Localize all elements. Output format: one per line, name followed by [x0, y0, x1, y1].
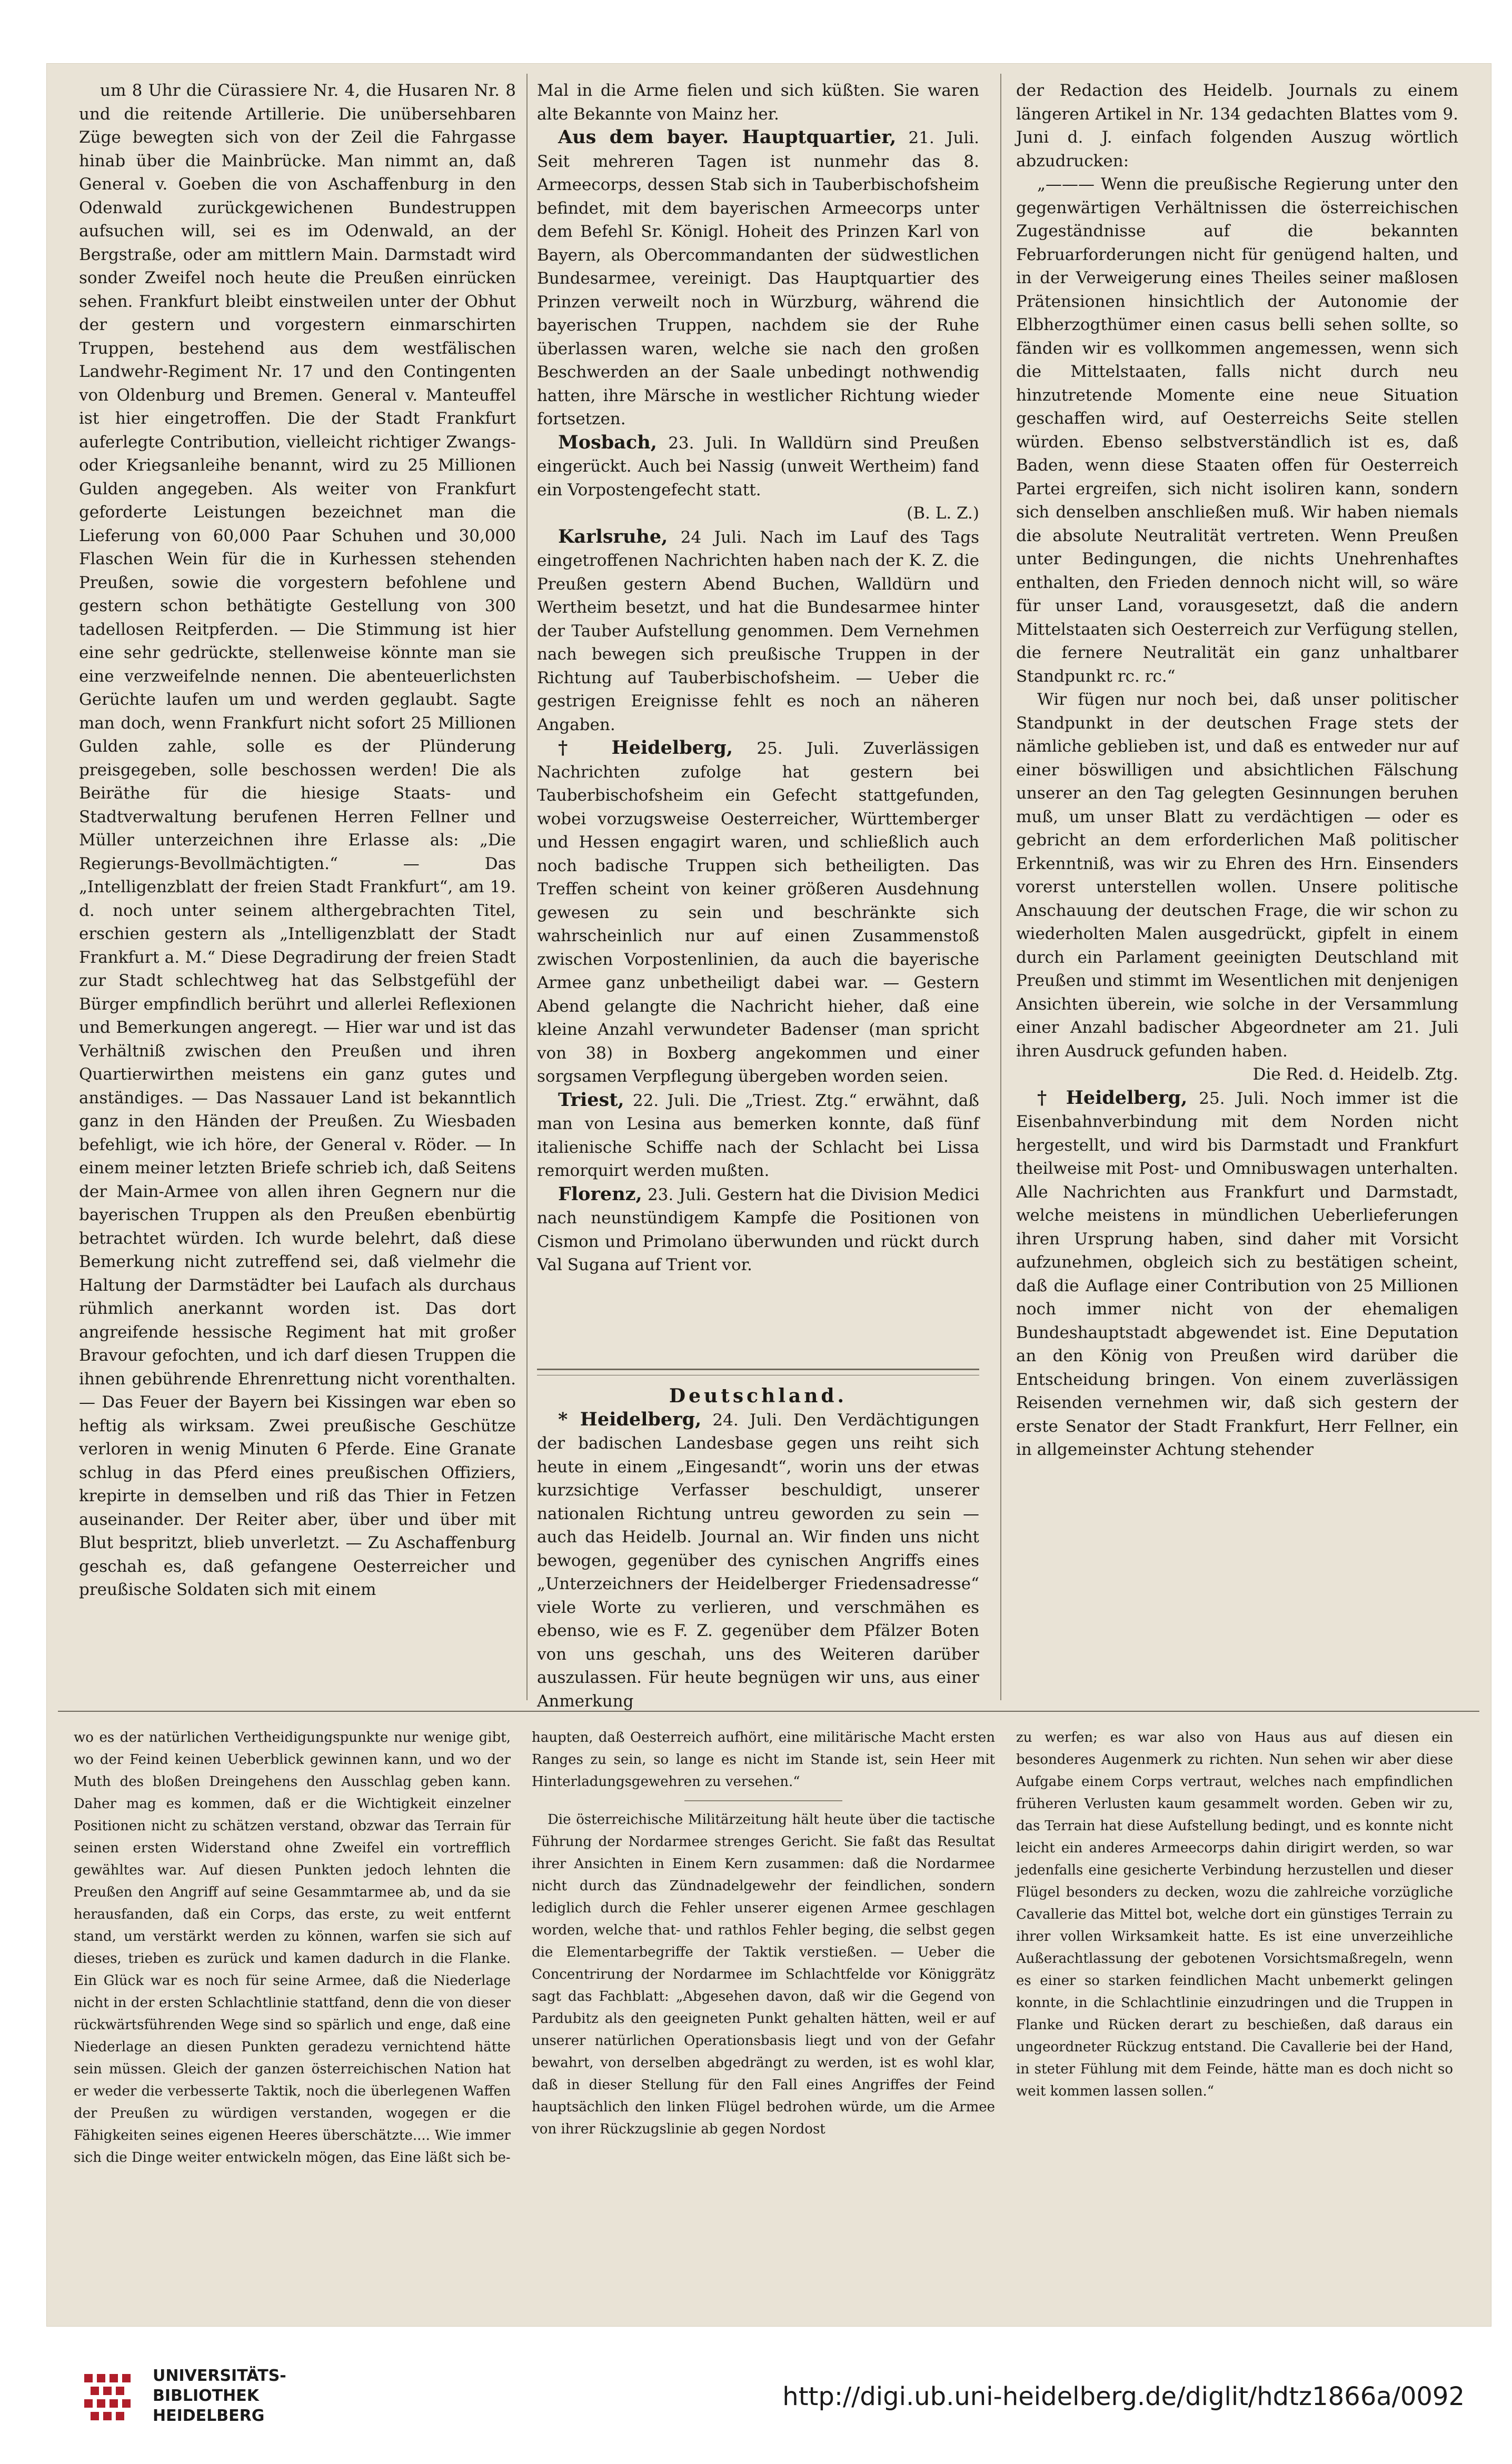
news-item [537, 126, 979, 431]
article-text: Mal in die Arme fielen und sich küßten. Sie waren alte Bekannte von Mainz her. [537, 81, 979, 124]
dateline: † Heidelberg, [558, 737, 733, 759]
library-name[interactable] [153, 2366, 286, 2426]
quoted-text: „——— Wenn die preußische Regierung unter den gegenwärtigen Verhältnissen die österreichischen Zugeständnisse auf die bekannten Februarforderungen nicht für genügend halten, und in der Verweigerung eines Theiles seiner maßlosen Prätensionen hinsichtlich der Autonomie der Elbherzogthümer einen casus belli sehen sollte, so fänden wir es vollkommen angemessen, wenn sich die Mittelstaaten, falls nicht durch neu hinzutretende Momente eine neue Situation geschaffen wird, auf Oesterreichs Seite stellen würden. Ebenso selbstverständlich ist es, daß Baden, wenn diese Staaten offen für Oesterreich Partei ergreifen, sich nicht isoliren kann, sondern sich denselben anschließen muß. Wir haben niemals die absolute Neutralität vertreten. Wenn Preußen unter Bedingungen, die nichts Unehrenhaftes enthalten, den Frieden dennoch nicht will, so wäre für unser Land, vorausgesetzt, daß die andern Mittelstaaten sich Oesterreich zur Verfügung stellen, die fernere Neutralität ein ganz unhaltbarer Standpunkt rc. rc.“ [1016, 175, 1458, 686]
lower-column-1 [74, 1727, 511, 2316]
column-3 [1016, 79, 1458, 1700]
news-text: 25. Juli. Zuverlässigen Nachrichten zufolge hat gestern bei Tauberbischofsheim ein Gefecht stattgefunden, wobei vorzugsweise Oesterreicher, Württemberger und Hessen engagirt waren, und schließlich auch noch badische Truppen sich betheiligten. Das Treffen scheint von keiner größeren Ausdehnung gewesen zu sein und beschränkte sich wahrscheinlich nur auf einen Zusammenstoß zwischen Vorpostenlinien, da auch die bayerische Armee ganz unbetheiligt dabei war. — Gestern Abend gelangte die Nachricht hieher, daß eine kleine Anzahl verwundeter Badenser (man spricht von 38) in Boxberg angekommen und einer sorgsamen Verpflegung übergeben worden seien. [537, 739, 979, 1086]
dateline: Aus dem bayer. Hauptquartier, [558, 126, 897, 148]
article-text: zu werfen; es war also von Haus aus auf diesen ein besonderes Augenmerk zu richten. Nun sehen wir aber diese Aufgabe einem Corps vertraut, welches nach empfindlichen früheren Verlusten kaum gesammelt worden. Geben wir zu, das Terrain hat diese Aufstellung bedingt, und es konnte nicht leicht ein anderes Armeecorps dahin dirigirt werden, so war jedenfalls eine gesicherte Verbindung herzustellen und dieser Flügel besonders zu decken, wozu die zahlreiche vorzügliche Cavallerie das Mittel bot, welche dort ein günstiges Terrain zu ihrer vollen Wirksamkeit hatte. Es ist eine unverzeihliche Außerachtlassung der gebotenen Vorsichtsmaßregeln, wenn es einer so starken feindlichen Macht unbemerkt gelingen konnte, in die Schlachtlinie einzudringen und die Truppen in Flanke und Rücken derart zu beschießen, daß daraus ein ungeordneter Rückzug entstand. Die Cavallerie bei der Hand, in steter Fühlung mit dem Feinde, hätte man es doch nicht so weit kommen lassen sollen.“ [1016, 1730, 1453, 2099]
article-text: haupten, daß Oesterreich aufhört, eine militärische Macht ersten Ranges zu sein, so lange es nicht im Stande ist, sein Heer mit Hinterladungsgewehren zu versehen.“ [532, 1730, 995, 1790]
source-signature: (B. L. Z.) [907, 504, 979, 523]
dateline: Karlsruhe, [558, 525, 668, 547]
column-divider [526, 74, 528, 1700]
library-name-line: UNIVERSITÄTS- [153, 2367, 286, 2385]
article-text: der Redaction des Heidelb. Journals zu einem längeren Artikel in Nr. 134 gedachten Blattes vom 9. Juni d. J. einfach folgenden Auszug wörtlich abzudrucken: [1016, 81, 1458, 171]
source-url-link[interactable]: http://digi.ub.uni-heidelberg.de/diglit/hdtz1866a/0092 [782, 2382, 1465, 2411]
dateline: † Heidelberg, [1037, 1086, 1188, 1109]
news-text: 23. Juli. Gestern hat die Division Medici nach neunstündigem Kampfe die Positionen von Cismon und Primolano überwunden und rückt durch Val Sugana auf Trient vor. [537, 1185, 979, 1274]
column-2 [537, 79, 979, 1353]
section-title: Deutschland. [669, 1385, 848, 1407]
feuilleton-rule [58, 1711, 1479, 1712]
section-deutschland [537, 1384, 980, 1711]
news-item [537, 736, 979, 1089]
news-item [537, 431, 979, 502]
divider [684, 1800, 842, 1801]
news-item [537, 525, 979, 737]
news-text: 22. Juli. Die „Triest. Ztg.“ erwähnt, daß man von Lesina aus bemerken konnte, daß fünf italienische Schiffe nach der Schlacht bei Lissa remorquirt werden mußten. [537, 1091, 980, 1180]
article-text: um 8 Uhr die Cürassiere Nr. 4, die Husaren Nr. 8 und die reitende Artillerie. Die unübersehbaren Züge bewegten sich von der Zeil die Fahrgasse hinab über die Mainbrücke. Man nimmt an, daß General v. Goeben die von Aschaffenburg in den Odenwald zurückgewichenen Bundestruppen aufsuchen will, sei es im Odenwald, an der Bergstraße, oder am mittlern Main. Darmstadt wird sonder Zweifel noch heute die Preußen einrücken sehen. Frankfurt bleibt einstweilen unter der Obhut der gestern und vorgestern einmarschirten Truppen, bestehend aus dem westfälischen Landwehr-Regiment Nr. 17 und den Contingenten von Oldenburg und Bremen. General v. Manteuffel ist hier eingetroffen. Die der Stadt Frankfurt auferlegte Contribution, vielleicht richtiger Zwangs- oder Kriegsanleihe benannt, wird zu 25 Millionen Gulden angegeben. Als weiter von Frankfurt geforderte Leistungen bezeichnet man die Lieferung von 60,000 Paar Schuhen und 30,000 Flaschen Wein für die in Kurhessen stehenden Preußen, sowie die vorgestern befohlene und gestern schon bethätigte Gestellung von 300 tadellosen Reitpferden. — Die Stimmung ist hier eine sehr gedrückte, stellenweise könnte man sie eine verzweifelnde nennen. Die abenteuerlichsten Gerüchte laufen um und werden geglaubt. Sagte man doch, wenn Frankfurt nicht sofort 25 Millionen Gulden zahle, solle es der Plünderung preisgegeben, solle beschossen werden! Die als Beiräthe für die hiesige Staats- und Stadtverwaltung berufenen Herren Fellner und Müller unterzeichnen ihre Erlasse als: „Die Regierungs-Bevollmächtigten.“ — Das „Intelligenzblatt der freien Stadt Frankfurt“, am 19. d. noch unter seinem althergebrachten Titel, erschien gestern als „Intelligenzblatt der Stadt Frankfurt a. M.“ Diese Degradirung der freien Stadt zur Stadt schlechtweg hat das Selbstgefühl der Bürger empfindlich berührt und allerlei Reflexionen und Bemerkungen angeregt. — Hier war und ist das Verhältniß zwischen den Preußen und ihren Quartierwirthen meistens ein ganz gutes und anständiges. — Das Nassauer Land ist bekanntlich ganz in den Händen der Preußen. Zu Wiesbaden befehligt, wie ich höre, der General v. Röder. — In einem meiner letzten Briefe schrieb ich, daß Seitens der Main-Armee von allen ihren Gegnern nur die bayerischen Truppen als den Preußen ebenbürtig betrachtet würden. Ich wurde belehrt, daß diese Bemerkung nicht zutreffend sei, daß vielmehr die Haltung der Darmstädter bei Laufach als durchaus rühmlich anerkannt worden ist. Das dort angreifende hessische Regiment hat mit großer Bravour gefochten, und ich darf diesen Truppen die ihnen gebührende Ehrenrettung nicht vorenthalten. — Das Feuer der Bayern bei Kissingen war eben so heftig als wirksam. Zwei preußische Geschütze verloren in wenig Minuten 6 Pferde. Eine Granate schlug in das Pferd eines preußischen Offiziers, krepirte in demselben und riß das Thier in Fetzen auseinander. Der Reiter aber, über und über mit Blut bespritzt, blieb unverletzt. — Zu Aschaffenburg geschah es, daß gefangene Oesterreicher und preußische Soldaten sich mit einem [79, 81, 516, 1599]
news-text: 25. Juli. Noch immer ist die Eisenbahnverbindung mit dem Norden nicht hergestellt, und wird bis Darmstadt und Frankfurt theilweise mit Post- und Omnibuswagen unterhalten. Alle Nachrichten aus Frankfurt und Darmstadt, welche meistens in mündlichen Ueberlieferungen ihren Ursprung haben, sind daher mit Vorsicht aufzunehmen, obgleich sich zu bestätigen scheint, daß die Auflage einer Contribution von 25 Millionen noch immer nicht von der ehemaligen Bundeshauptstadt abgewendet ist. Eine Deputation an den König von Preußen wird darüber die Entscheidung bringen. Von einem zuverlässigen Reisenden vernehmen wir, daß sich gestern der erste Senator der Stadt Frankfurt, Herr Fellner, ein in allgemeinster Achtung stehender [1016, 1089, 1458, 1459]
news-item [537, 1408, 979, 1713]
news-text: 21. Juli. Seit mehreren Tagen ist nunmehr das 8. Armeecorps, dessen Stab sich in Tauberbischofsheim befindet, mit dem bayerischen Armeecorps unter dem Befehl Sr. Königl. Hoheit des Prinzen Karl von Bayern, als Obercommandanten der südwestlichen Bundesarmee, vereinigt. Das Hauptquartier des Prinzen verweilt noch in Würzburg, während die bayerischen Truppen, nachdem sie der Ruhe überlassen waren, welche sie nach den großen Beschwerden an der Saale unbedingt nothwendig hatten, ihre Märsche in westlicher Richtung wieder fortsetzen. [537, 128, 979, 428]
news-item [1016, 1086, 1458, 1462]
library-name-line: BIBLIOTHEK [153, 2387, 259, 2405]
column-divider [1000, 74, 1001, 1700]
news-text: 24 Juli. Nach im Lauf des Tags eingetroffenen Nachrichten haben nach der K. Z. die Preußen gestern Abend Buchen, Walldürn und Wertheim besetzt, und hat die Bundesarmee hinter der Tauber Aufstellung genommen. Dem Vernehmen nach bewegen sich preußische Truppen in der Richtung auf Tauberbischofsheim. — Ueber die gestrigen Ereignisse fehlt es noch an näheren Angaben. [537, 527, 979, 734]
dateline: Mosbach, [558, 431, 657, 453]
section-rule [537, 1369, 979, 1370]
lower-column-2 [532, 1727, 995, 2316]
article-text: Die österreichische Militärzeitung hält heute über die tactische Führung der Nordarmee strenges Gericht. Sie faßt das Resultat ihrer Ansichten in Einem Kern zusammen: daß die Nordarmee nicht durch das Zündnadelgewehr der feindlichen, sondern lediglich durch die Fehler unserer eigenen Armee geschlagen worden, welche that- und rathlos Fehler beging, die selbst gegen die Elementarbegriffe der Taktik verstießen. — Ueber die Concentrirung der Nordarmee im Schlachtfelde vor Königgrätz sagt das Fachblatt: „Abgesehen davon, daß wir die Gegend von Pardubitz als den geeigneten Punkt gehalten hätten, weil er auf unserer natürlichen Operationsbasis liegt und von der Gefahr bewahrt, von derselben abgedrängt zu werden, ist es wohl klar, daß in dieser Stellung für den Fall eines Angriffes der Feind hauptsächlich den linken Flügel bedrohen würde, um die Armee von ihrer Rückzugslinie ab gegen Nordost [532, 1812, 995, 2137]
university-library-logo-icon[interactable] [79, 2369, 137, 2427]
dateline: * Heidelberg, [558, 1408, 702, 1430]
dateline: Florenz, [558, 1183, 642, 1205]
news-item [537, 1089, 979, 1183]
lower-column-3 [1016, 1727, 1453, 2316]
column-1 [79, 79, 516, 1700]
news-text: 24. Juli. Den Verdächtigungen der badischen Landesbase gegen uns reiht sich heute in einem „Eingesandt“, worin uns der etwas kurzsichtige Verfasser beschuldigt, unserer nationalen Richtung untreu geworden zu sein — auch das Heidelb. Journal an. Wir finden uns nicht bewogen, gegenüber des cynischen Angriffs eines „Unterzeichners der Heidelberger Friedensadresse“ viele Worte zu verlieren, und verschmähen es ebenso, wie es F. Z. gegenüber dem Pfälzer Boten von uns geschah, uns des Weiteren darüber auszulassen. Für heute begnügen wir uns, aus einer Anmerkung [537, 1410, 980, 1711]
editor-signature: Die Red. d. Heidelb. Ztg. [1252, 1065, 1458, 1084]
article-text: wo es der natürlichen Vertheidigungspunkte nur wenige gibt, wo der Feind keinen Ueberblick gewinnen kann, und wo der Muth des bloßen Dreingehens den Ausschlag geben kann. Daher mag es kommen, daß er die Wichtigkeit einzelner Positionen nicht zu schätzen verstand, obzwar das Terrain für seinen ersten Widerstand ohne Zweifel ein vortrefflich gewähltes war. Auf diesen Punkten jedoch lehnten die Preußen den Angriff auf seine Gesammtarmee ab, und da sie herausfanden, daß ein Corps, das erste, zu weit entfernt stand, um verstärkt werden zu können, warfen sie sich auf dieses, trieben es zurück und kamen dadurch in die Flanke. Ein Glück war es noch für seine Armee, daß die Niederlage nicht in der ersten Schlachtlinie stattfand, denn die von dieser rückwärtsführenden Wege sind so spärlich und enge, daß eine Niederlage an diesen Punkten geradezu vernichtend hätte sein müssen. Gleich der ganzen österreichischen Nation hat er weder die verbesserte Taktik, noch die überlegenen Waffen der Preußen zu würdigen verstanden, wogegen er die Fähigkeiten seines eigenen Heeres überschätzte.... Wie immer sich die Dinge weiter entwickeln mögen, das Eine läßt sich be- [74, 1730, 511, 2166]
news-text: 23. Juli. In Walldürn sind Preußen eingerückt. Auch bei Nassig (unweit Wertheim) fand ein Vorpostengefecht statt. [537, 433, 979, 500]
news-item [537, 1183, 979, 1277]
library-name-line: HEIDELBERG [153, 2407, 265, 2425]
dateline: Triest, [558, 1089, 624, 1111]
article-text: Wir fügen nur noch bei, daß unser politischer Standpunkt in der deutschen Frage stets der nämliche geblieben ist, und daß es entweder nur auf einer böswilligen und absichtlichen Fälschung unserer an den Tag gelegten Gesinnungen beruhen muß, um unser Blatt zu verdächtigen — oder es gebricht an dem erforderlichen Maß politischer Erkenntniß, was wir zu Ehren des Hrn. Einsenders vorerst unterstellen wollen. Unsere politische Anschauung der deutschen Frage, die wir schon zu wiederholten Malen ausgedrückt, gipfelt in einem durch ein Parlament geeinigten Deutschland mit Preußen und stimmt im Wesentlichen mit denjenigen Ansichten überein, wie solche in der Versammlung einer Anzahl badischer Abgeordneter am 21. Juli ihren Ausdruck gefunden haben. [1016, 690, 1458, 1061]
